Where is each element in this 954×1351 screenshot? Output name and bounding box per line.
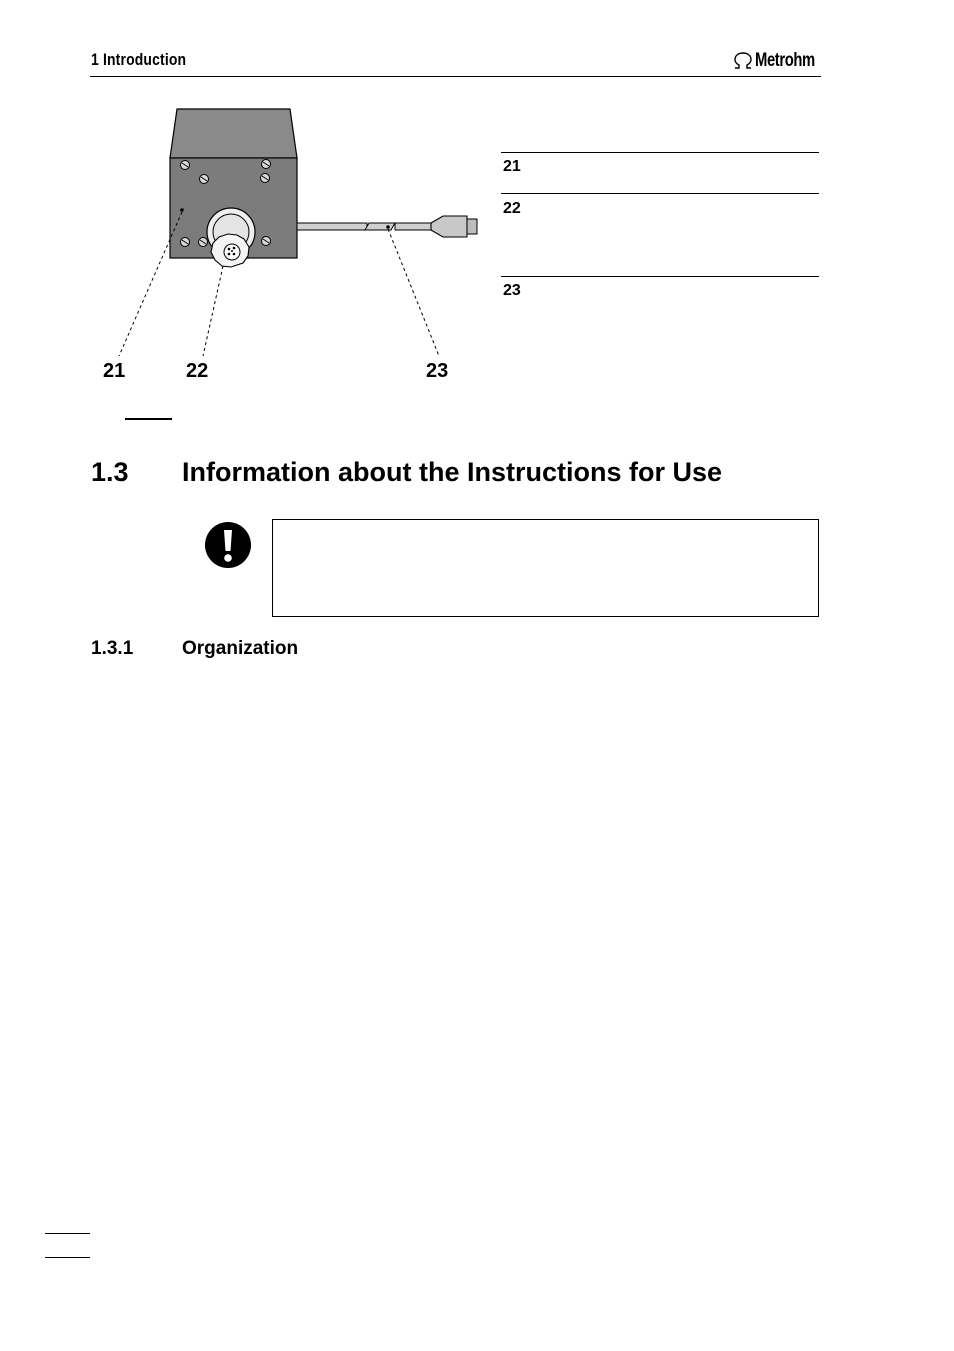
section-title: Information about the Instructions for Use [182, 457, 723, 487]
section-number: 1.3 [91, 457, 129, 487]
callout-21: 21 [103, 360, 126, 382]
callout-22: 22 [186, 360, 209, 382]
device-illustration [95, 100, 495, 400]
legend-divider [501, 276, 819, 277]
legend-number-21: 21 [503, 158, 521, 175]
legend-divider [501, 152, 819, 153]
logo-text: Metrohm [755, 50, 815, 71]
figure-caption-rule [125, 418, 172, 420]
omega-logo-icon [733, 52, 753, 70]
legend-number-23: 23 [503, 282, 521, 299]
subsection-number: 1.3.1 [91, 638, 134, 659]
important-note-box [272, 519, 819, 617]
header-divider [90, 76, 821, 77]
footer-rule-bottom [45, 1257, 90, 1258]
callout-23: 23 [426, 360, 449, 382]
subsection-title: Organization [182, 638, 299, 659]
legend-number-22: 22 [503, 200, 521, 217]
chapter-title: 1 Introduction [91, 50, 187, 69]
metrohm-logo [733, 50, 832, 72]
legend-divider [501, 193, 819, 194]
exclamation-warning-icon [204, 521, 252, 574]
footer-rule-top [45, 1233, 90, 1234]
